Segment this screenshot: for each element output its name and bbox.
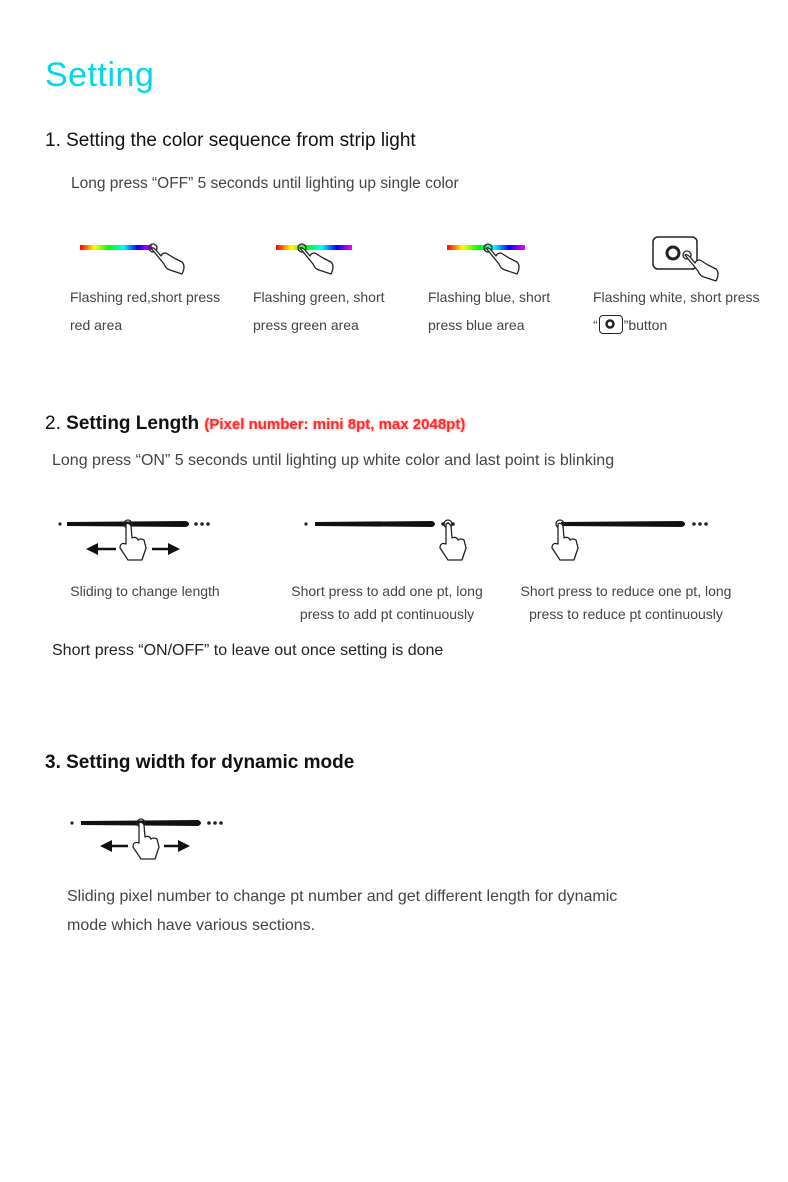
reduce-point-caption (510, 580, 742, 626)
page-title: Setting (45, 56, 155, 94)
step-red-caption (70, 283, 220, 339)
slide-length-illustration (56, 512, 216, 568)
section2-number: 2. (45, 413, 61, 434)
caption-line: Flashing red,short press (70, 289, 221, 305)
add-point-caption (282, 580, 492, 626)
pixel-strip (316, 522, 434, 526)
section1-heading: 1. Setting the color sequence from strip light (45, 130, 416, 151)
description-line: Sliding pixel number to change pt number and get different length for dynamic (67, 888, 618, 905)
arrow-right-icon (164, 840, 190, 852)
caption-line: Flashing blue, short (428, 289, 551, 305)
setting-done-note: Short press “ON/OFF” to leave out once setting is done (52, 642, 444, 659)
caption-line: press blue area (428, 317, 525, 333)
white-button-illustration (652, 236, 732, 286)
ellipsis-icon (692, 522, 708, 526)
caption-line: Flashing green, short (253, 289, 385, 305)
arrow-left-icon (100, 840, 128, 852)
description-line: mode which have various sections. (67, 917, 316, 934)
step-blue-caption (428, 283, 550, 339)
caption-line: red area (70, 317, 123, 333)
caption-line: Flashing white, short press (593, 289, 760, 305)
section3-description (67, 882, 617, 940)
caption-line: press to reduce pt continuously (529, 606, 723, 622)
section2-instruction: Long press “ON” 5 seconds until lighting up white color and last point is blinking (52, 452, 615, 469)
ellipsis-icon (207, 821, 223, 825)
mode-button-icon (599, 315, 623, 334)
step-white-caption (593, 283, 760, 339)
quote-close-button-label: ”button (623, 317, 668, 333)
rgb-strip (80, 245, 152, 250)
arrow-left-icon (86, 543, 116, 555)
red-strip-illustration (78, 236, 198, 282)
caption-line: press to add pt continuously (299, 606, 475, 622)
rgb-strip (276, 245, 352, 250)
quote-open: “ (593, 317, 598, 333)
section2-heading (45, 413, 465, 435)
ellipsis-icon (194, 522, 210, 526)
caption-line: press green area (253, 317, 359, 333)
hand-pointer-icon (440, 520, 466, 560)
arrow-right-icon (152, 543, 180, 555)
section3-heading: 3. Setting width for dynamic mode (45, 752, 355, 773)
caption-line (593, 311, 760, 339)
hand-pointer-icon (149, 244, 184, 274)
green-strip-illustration (274, 236, 394, 282)
dynamic-width-illustration (68, 811, 228, 867)
caption-line: Short press to reduce one pt, long (520, 583, 732, 599)
add-point-illustration (302, 512, 472, 568)
pixel-strip (562, 522, 684, 526)
section1-instruction: Long press “OFF” 5 seconds until lighting up single color (71, 175, 459, 192)
section2-title: Setting Length (66, 413, 200, 434)
blue-strip-illustration (445, 236, 565, 282)
pixel-number-note: (Pixel number: mini 8pt, max 2048pt) (204, 416, 466, 433)
caption-line: Sliding to change length (70, 583, 220, 599)
slide-length-caption (60, 580, 230, 603)
step-green-caption (253, 283, 385, 339)
reduce-point-illustration (548, 512, 718, 568)
caption-line: Short press to add one pt, long (291, 583, 483, 599)
